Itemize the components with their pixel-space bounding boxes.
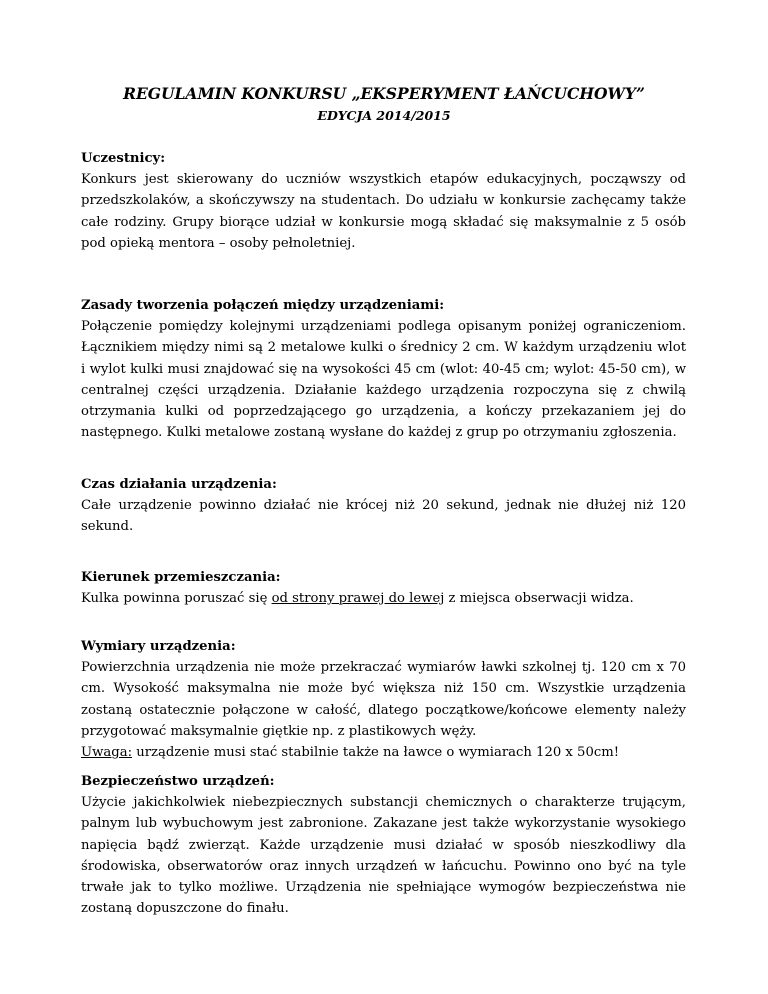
section-body: [81, 588, 686, 609]
section-body: Konkurs jest skierowany do uczniów wszystkich etapów edukacyjnych, począwszy od przedszkolaków, a skończywszy na studentach. Do udziału w konkursie zachęcamy także całe rodziny. Grupy biorące udział w konkursie mogą składać się maksymalnie z 5 osób pod opieką mentora – osoby pełnoletniej.: [81, 172, 686, 251]
section-heading: Czas działania urządzenia:: [81, 477, 277, 492]
section-direction: [81, 567, 686, 609]
note-line: [81, 742, 686, 763]
section-heading: Wymiary urządzenia:: [81, 639, 236, 654]
document-title: REGULAMIN KONKURSU „EKSPERYMENT ŁAŃCUCHOWY”: [123, 84, 645, 103]
section-dimensions: [81, 636, 686, 763]
section-heading: Zasady tworzenia połączeń między urządzeniami:: [81, 298, 445, 313]
body-text: z miejsca obserwacji widza.: [444, 591, 634, 607]
underlined-direction: od strony prawej do lewej: [271, 591, 445, 607]
section-operating-time: [81, 474, 686, 538]
note-text: urządzenie musi stać stabilnie także na ławce o wymiarach 120 x 50cm!: [132, 745, 620, 761]
section-body: Połączenie pomiędzy kolejnymi urządzeniami podlega opisanym poniżej ograniczeniom. Łącznikiem między nimi są 2 metalowe kulki o średnicy 2 cm. W każdym urządzeniu wlot i wylot kulki musi znajdować się na wysokości 45 cm (wlot: 40-45 cm; wylot: 45-50 cm), w centralnej części urządzenia. Działanie każdego urządzenia rozpoczyna się z chwilą otrzymania kulki od poprzedzającego go urządzenia, a kończy przekazaniem jej do następnego. Kulki metalowe zostaną wysłane do każdej z grup po otrzymaniu zgłoszenia.: [81, 319, 686, 441]
section-participants: [81, 148, 686, 254]
section-body: Całe urządzenie powinno działać nie krócej niż 20 sekund, jednak nie dłużej niż 120 sekund.: [81, 498, 686, 535]
section-body: Użycie jakichkolwiek niebezpiecznych substancji chemicznych o charakterze trującym, palnym lub wybuchowym jest zabronione. Zakazane jest także wykorzystanie wysokiego napięcia bądź zwierząt. Każde urządzenie musi działać w sposób nieszkodliwy dla środowiska, obserwatorów oraz innych urządzeń w łańcuchu. Powinno ono być na tyle trwałe jak to tylko możliwe. Urządzenia nie spełniające wymogów bezpieczeństwa nie zostaną dopuszczone do finału.: [81, 795, 686, 917]
document-subtitle: EDYCJA 2014/2015: [317, 108, 451, 123]
body-text: Kulka powinna poruszać się: [81, 591, 272, 607]
section-heading: Kierunek przemieszczania:: [81, 570, 281, 585]
note-label: Uwaga:: [81, 745, 133, 761]
section-heading: Bezpieczeństwo urządzeń:: [81, 774, 275, 789]
section-heading: Uczestnicy:: [81, 151, 166, 166]
section-safety: [81, 771, 686, 919]
section-connection-rules: [81, 295, 686, 443]
section-body: Powierzchnia urządzenia nie może przekraczać wymiarów ławki szkolnej tj. 120 cm x 70 cm. Wysokość maksymalna nie może być większa niż 150 cm. Wszystkie urządzenia zostaną ostatecznie połączone w całość, dlatego początkowe/końcowe elementy należy przygotować maksymalnie giętkie np. z plastikowych węży.: [81, 660, 686, 739]
